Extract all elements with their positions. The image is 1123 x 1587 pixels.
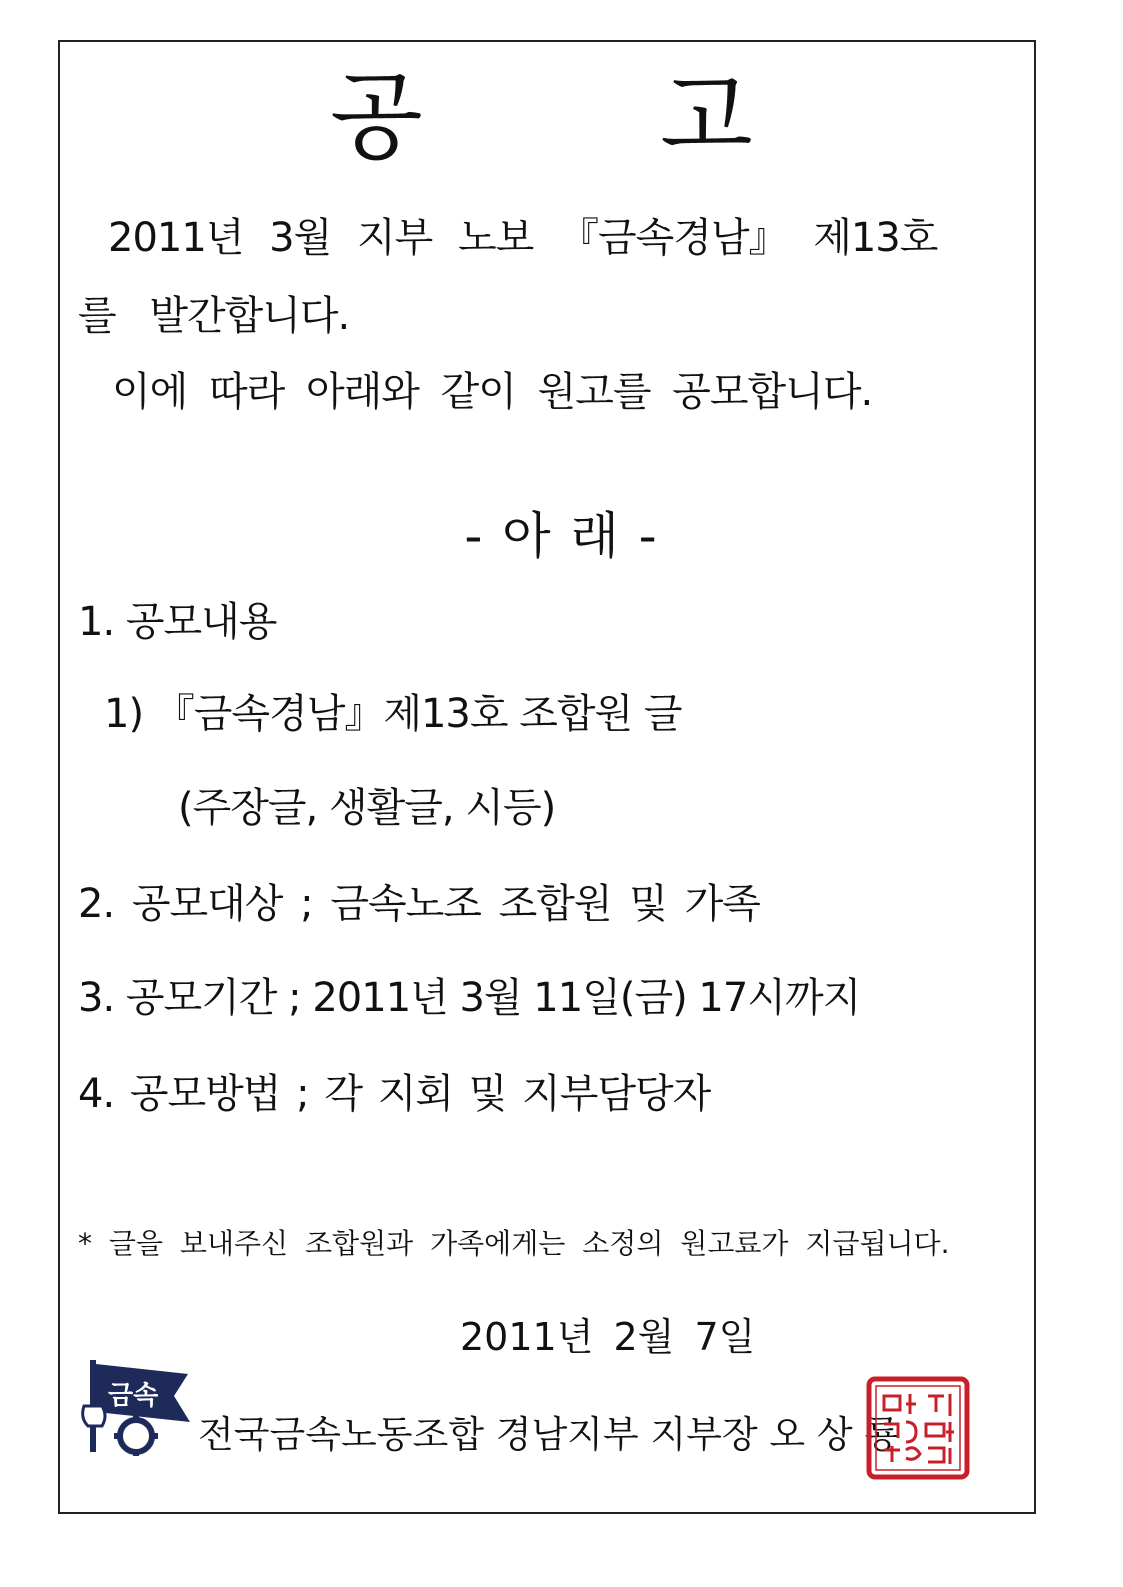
item-2: 2. 공모대상 ; 금속노조 조합원 및 가족	[78, 881, 760, 927]
issue-date: 2011년 2월 7일	[460, 1315, 756, 1359]
union-logo	[78, 1356, 198, 1456]
intro-line-2: 를 발간합니다.	[78, 293, 350, 339]
notice-title	[0, 62, 1123, 172]
seal-stamp-icon	[866, 1376, 970, 1480]
item-3: 3. 공모기간 ; 2011년 3월 11일(금) 17시까지	[78, 975, 861, 1021]
signatory: 전국금속노동조합 경남지부 지부장 오 상 룡	[198, 1413, 901, 1456]
item-4: 4. 공모방법 ; 각 지회 및 지부담당자	[78, 1071, 711, 1117]
union-flag-icon	[78, 1356, 198, 1456]
section-title: - 아 래 -	[464, 507, 659, 565]
item-1-sub-1: 1) 『금속경남』제13호 조합원 글	[104, 691, 682, 737]
item-1: 1. 공모내용	[78, 599, 277, 645]
footnote: * 글을 보내주신 조합원과 가족에게는 소정의 원고료가 지급됩니다.	[78, 1227, 950, 1260]
logo-text: 금속	[108, 1381, 159, 1411]
title-char-2: 고	[660, 61, 753, 173]
item-1-sub-2: (주장글, 생활글, 시등)	[178, 785, 556, 831]
title-char-1: 공	[330, 61, 423, 173]
official-seal	[866, 1376, 970, 1480]
intro-line-3: 이에 따라 아래와 같이 원고를 공모합니다.	[112, 369, 873, 415]
intro-line-1: 2011년 3월 지부 노보 『금속경남』 제13호	[108, 215, 938, 261]
